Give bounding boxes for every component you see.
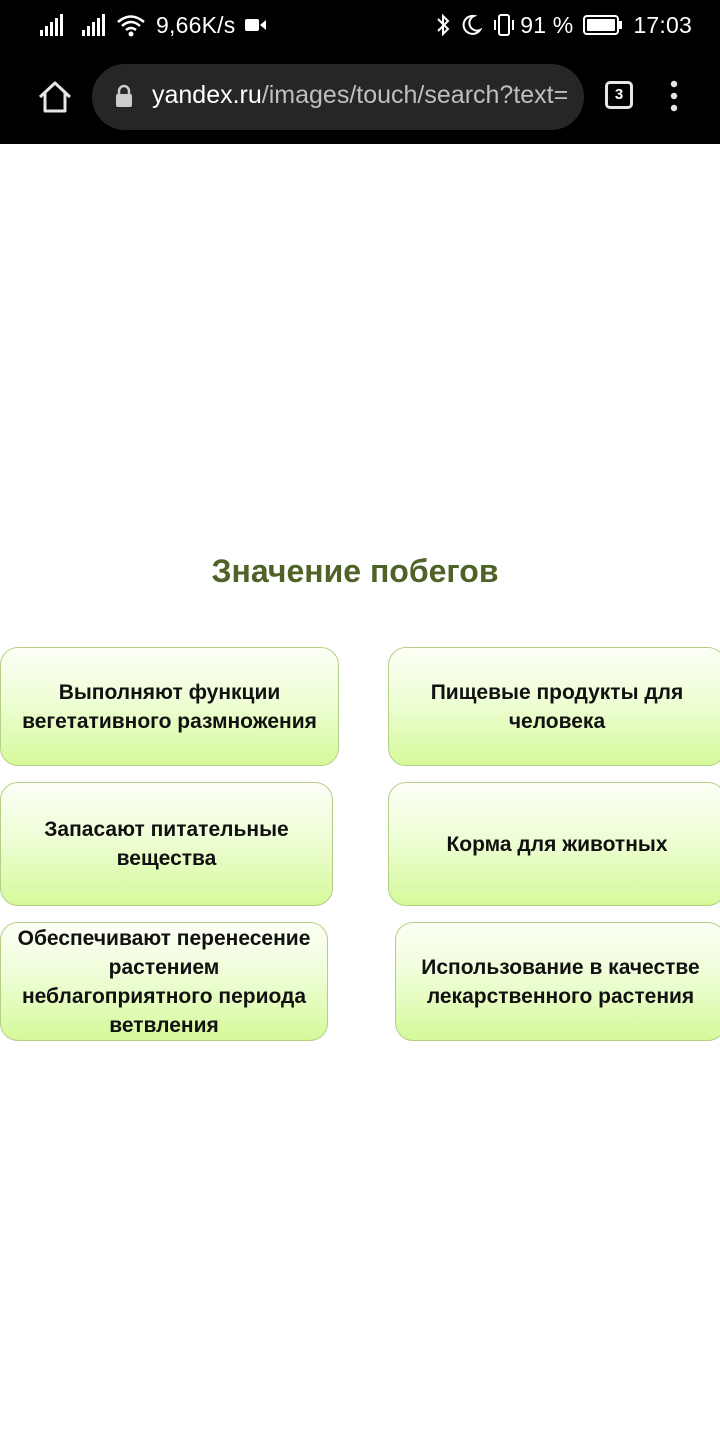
url-text[interactable]: [152, 81, 568, 110]
battery-icon: [583, 15, 623, 35]
url-domain: yandex.ru: [152, 81, 262, 109]
status-right: [436, 12, 692, 38]
signal-icon: [82, 14, 106, 36]
network-speed: 9,66K/s: [156, 11, 236, 38]
wifi-icon: [116, 13, 146, 37]
browser-toolbar: [0, 50, 720, 144]
card-vegetative-reproduction: Выполняют функции вегетативного размножения: [0, 647, 339, 766]
home-icon[interactable]: [36, 78, 74, 116]
card-unfavorable-period: Обеспечивают перенесение растением неблагоприятного периода ветвления: [0, 922, 328, 1041]
tab-switcher-button[interactable]: 3: [605, 81, 633, 109]
status-bar: [0, 0, 720, 50]
address-field[interactable]: [92, 64, 584, 130]
url-path: /images/touch/search?text=: [261, 81, 569, 109]
moon-icon: [460, 14, 482, 36]
card-food-products: Пищевые продукты для человека: [388, 647, 720, 766]
signal-icon: [40, 14, 64, 36]
battery-percent: 91 %: [520, 11, 574, 38]
bluetooth-icon: [436, 13, 450, 37]
more-vertical-icon[interactable]: [664, 80, 684, 112]
clock: 17:03: [633, 11, 692, 38]
status-left: [40, 12, 267, 38]
vibrate-icon: [492, 13, 516, 37]
card-animal-feed: Корма для животных: [388, 782, 720, 906]
video-record-icon: [245, 18, 267, 32]
card-medicinal-use: Использование в качестве лекарственного растения: [395, 922, 720, 1041]
slide-title: Значение побегов: [211, 553, 499, 589]
lock-icon: [114, 84, 134, 108]
card-nutrient-storage: Запасают питательные вещества: [0, 782, 333, 906]
